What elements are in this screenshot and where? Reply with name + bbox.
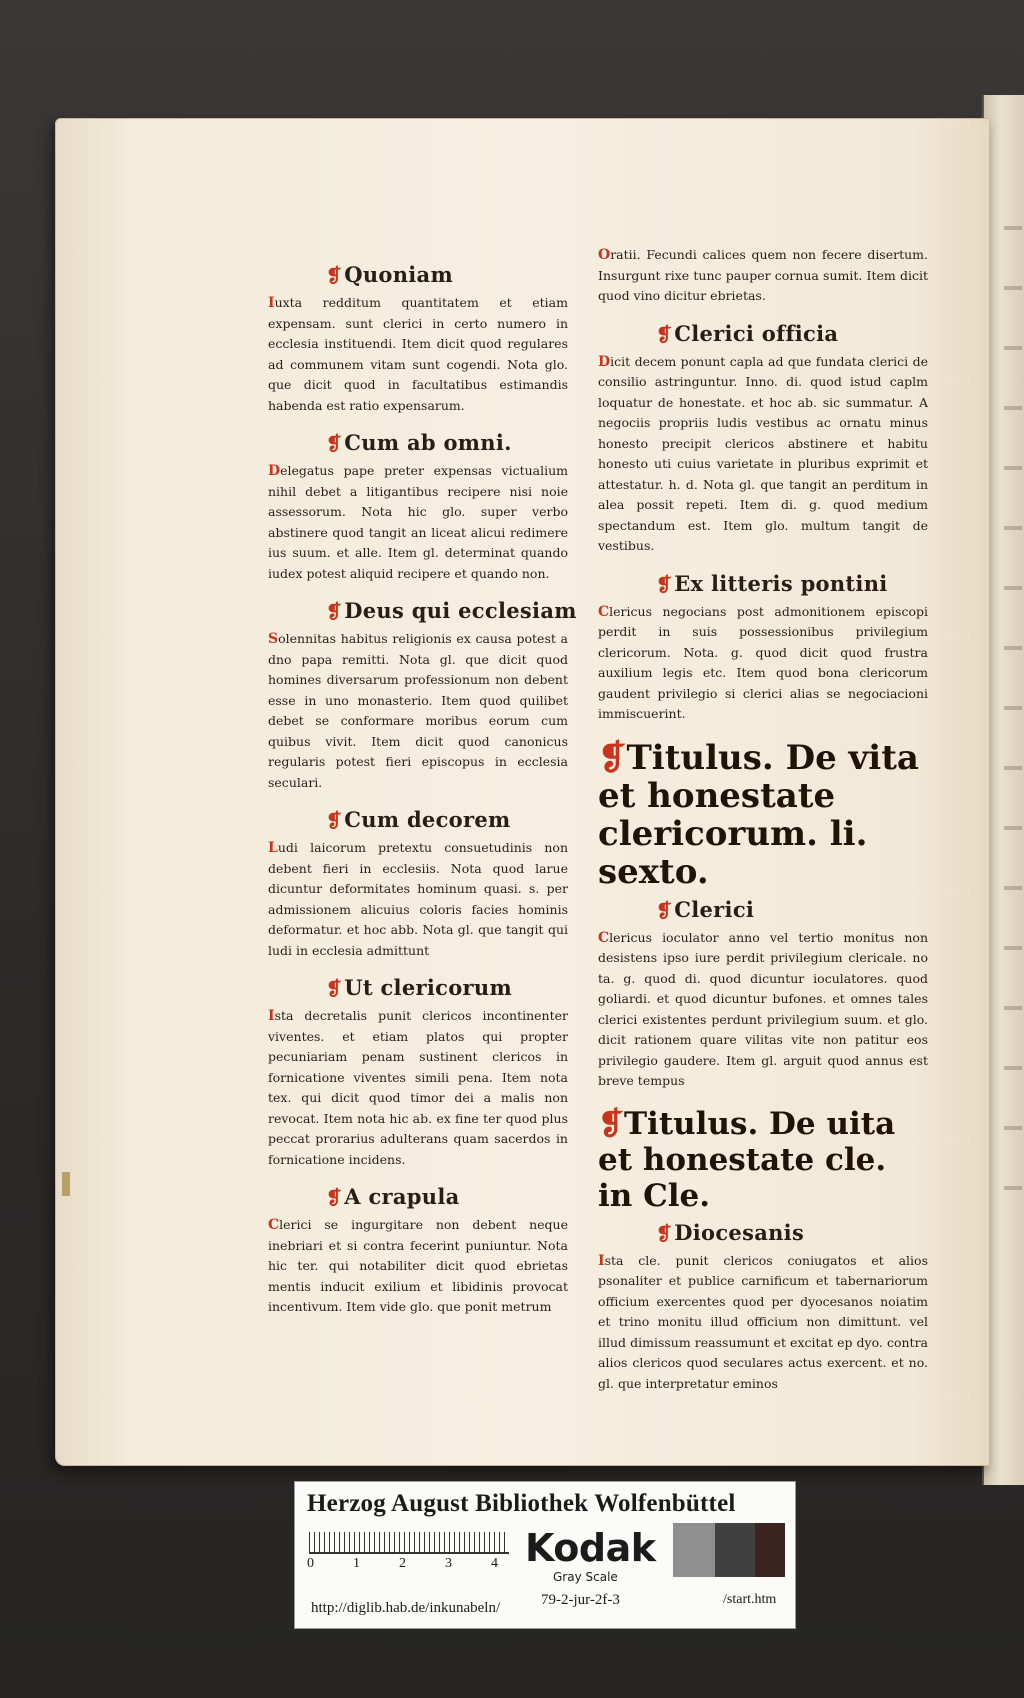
section-cum-decorem — [268, 807, 568, 961]
digital-library-url: http://diglib.hab.de/inkunabeln/ — [311, 1600, 501, 1616]
rubric-heading: ❡ Clerici officia — [656, 321, 928, 346]
ruler-label: 1 — [353, 1556, 360, 1571]
gloss-paragraph: Solennitas habitus religionis ex causa potest a dno papa remitti. Nota gl. que dicit quod homines diversarum professionum non debent esse in uno monasterio. Item quod quilibet debet se conformare moribus eorum cum quibus vivit. Item dicit quod canonicus regularis potest fieri episcopus in ecclesia seculari. — [268, 631, 568, 790]
section-ex-litteris-pontini — [598, 571, 928, 725]
title-heading-de-uita-cle: ❡Titulus. De uita et honestate cle. in Cle. — [598, 1105, 896, 1214]
pilcrow-icon: ❡ — [598, 737, 627, 778]
lead-paragraph: Oratii. Fecundi calices quem non fecere disertum. Insurgunt rixe tunc pauper cornua sumit. Item dicit quod vino dicitur ebrietas. — [598, 247, 928, 303]
rubric-heading: ❡ Ex litteris pontini — [656, 571, 928, 596]
section-ut-clericorum — [268, 975, 568, 1170]
ruler-labels — [307, 1556, 517, 1576]
rubric-heading: ❡ Clerici — [656, 897, 928, 922]
gloss-paragraph: Iuxta redditum quantitatem et etiam expensam. sunt clerici in certo numero in ecclesia instituendi. Item dicit quod regulares ad communem vitam sunt cogendi. Nota glo. que dicit quod in facultatibus estimandis habenda est ratio expensarum. — [268, 295, 568, 413]
gloss-paragraph: Clerici se ingurgitare non debent neque inebriari et si contra fecerint puniuntur. Nota hic ter. qui notabiliter dicit quod ebrietas mentis inducit exilium et libidinis provocat incentivum. Item vide glo. que ponit metrum — [268, 1217, 568, 1314]
gray-swatch-black — [755, 1523, 785, 1577]
library-calibration-card — [294, 1481, 796, 1629]
shelfmark-code: 79-2-jur-2f-3 — [541, 1592, 620, 1608]
ruler-label: 2 — [399, 1556, 406, 1571]
section-clerici — [598, 897, 928, 1092]
section-quoniam — [268, 262, 568, 416]
ruler-label: 0 — [307, 1556, 314, 1571]
rubric-heading: ❡ Deus qui ecclesiam — [326, 598, 568, 623]
gloss-paragraph: Dicit decem ponunt capla ad que fundata clerici de consilio astringuntur. Inno. di. quod istud caplm loquatur de honestate. et hoc ab. sic summatur. A negociis propriis ludis vestibus ac ornatu minus honesto precipit clericos abstinere et habitu honesto uti cuius varietate in pluribus exprimit et attestatur. h. d. Nota gl. que tangit an perditum in alea possit repeti. Item di. g. quod medium spectandum est. Item glo. multum tangit de vestibus. — [598, 353, 928, 553]
section-clerici-officia — [598, 321, 928, 557]
gloss-paragraph: Ista cle. punit clericos coniugatos et alios psonaliter et publice carnificum et tabernariorum officium exercentes quod per dyocesanos noiatim et trino monitu illud officium non dimittunt. vel illud dimissum reassumunt et excitat ep dyo. contra alios clericos quod seculares actus exercent. et no. gl. que interpretatur eminos — [598, 1252, 928, 1391]
rubric-heading: ❡ Diocesanis — [656, 1220, 928, 1245]
title-heading-de-vita: ❡Titulus. De vita et honestate clericorum. li. sexto. — [598, 737, 919, 892]
section-deus-qui-ecclesiam — [268, 598, 577, 793]
library-name: Herzog August Bibliothek Wolfenbüttel — [307, 1490, 736, 1517]
start-page-path: /start.htm — [723, 1592, 777, 1607]
rubric-heading: ❡ Cum ab omni. — [326, 430, 568, 455]
rubric-heading: ❡ Ut clericorum — [326, 975, 568, 1000]
gloss-paragraph: Clericus ioculator anno vel tertio monitus non desistens ipso iure perdit privilegium clericale. no ta. g. quod di. quod dicuntur ioculatores. quod goliardi. et quod dicuntur bufones. et omnes tales clerici existentes perdunt privilegium suum. et glo. dicit rationem quare vilitas vite non patitur eos privilegio gaudere. Item gl. arguit quod annus est breve tempus — [598, 929, 928, 1088]
gloss-paragraph: Ista decretalis punit clericos incontinenter viventes. et etiam platos qui propter pecuniariam penam sustinent clericos in fornicatione viventes simili pena. Item nota tex. qui dicit quod timor dei a malis non revocat. Item nota hic ab. ex fine ter quod plus peccat prorarius adulterans quam sacerdos in fornicatione incidens. — [268, 1008, 568, 1167]
rubric-heading: ❡ A crapula — [326, 1184, 568, 1209]
right-text-column — [598, 245, 928, 1408]
gloss-paragraph: Clericus negocians post admonitionem episcopi perdit in suis possessionibus privilegium clericorum. Nota. g. quod dicit quod frustra auxilium legis etc. Item quod bona clericorum gaudent privilegio si clerici alias se negociacioni immiscuerint. — [598, 603, 928, 721]
facing-page-text-margin — [1004, 200, 1022, 1200]
scale-ruler — [309, 1532, 509, 1554]
gray-swatch-dark — [715, 1523, 757, 1577]
pilcrow-icon: ❡ — [598, 1105, 624, 1142]
section-diocesanis — [598, 1220, 928, 1395]
rubric-heading: ❡ Quoniam — [326, 262, 568, 287]
page-tab-marker — [62, 1172, 70, 1196]
section-a-crapula — [268, 1184, 568, 1318]
gloss-paragraph: Delegatus pape preter expensas victualium nihil debet a litigantibus recipere nisi noie assessorum. Nota hic glo. super verbo abstinere quod tangit an liceat alicui redimere ius suum. et alle. Item gl. determinat quando iudex potest aliquid recipere et quando non. — [268, 463, 568, 581]
left-text-column — [268, 262, 577, 1332]
ruler-label: 4 — [491, 1556, 498, 1571]
gray-scale-label: Gray Scale — [553, 1570, 618, 1584]
ruler-label: 3 — [445, 1556, 452, 1571]
rubric-heading: ❡ Cum decorem — [326, 807, 568, 832]
gloss-paragraph: Ludi laicorum pretextu consuetudinis non debent fieri in ecclesiis. Nota quod larue dicuntur deformitates hominum quasi. s. per admissionem alicuius coloris facies hominis deformatur. et hoc abb. Nota gl. que tangit qui ludi in ecclesia admittunt — [268, 840, 568, 958]
gray-swatch-light — [673, 1523, 715, 1577]
kodak-logo: Kodak — [525, 1526, 656, 1570]
section-cum-ab-omni — [268, 430, 568, 584]
